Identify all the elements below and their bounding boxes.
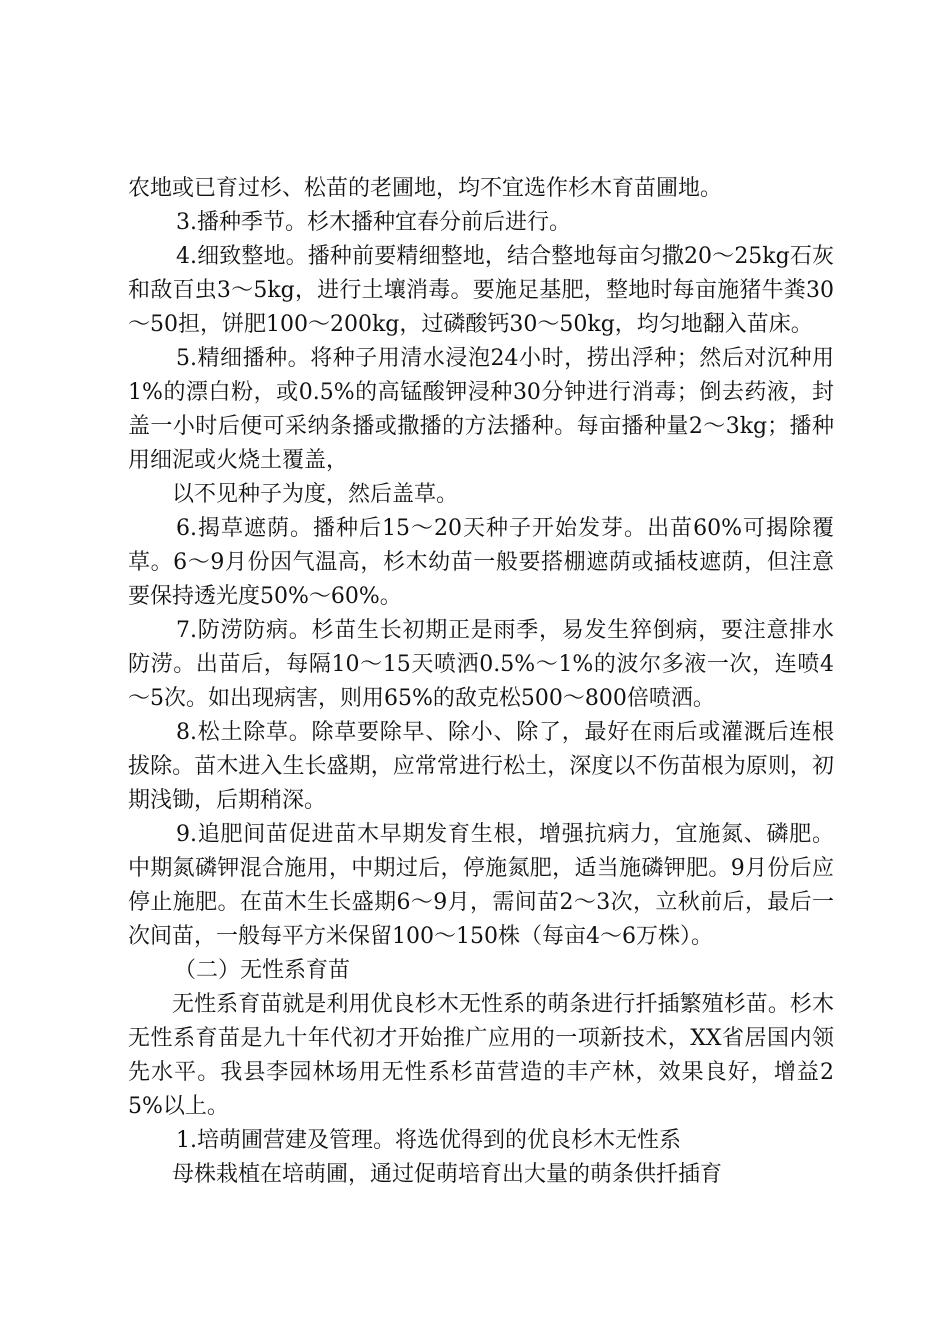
paragraph-fine-sowing: 5.精细播种。将种子用清水浸泡24小时，捞出浮种；然后对沉种用1%的漂白粉，或0.5%的高锰酸钾浸种30分钟进行消毒；倒去药液，封盖一小时后便可采纳条播或撒播的方法播种。每亩播种量2～3kg；播种用细泥或火烧土覆盖， <box>128 346 834 473</box>
paragraph-nursery-continued: 母株栽植在培萌圃，通过促萌培育出大量的萌条供扦插育 <box>172 1162 723 1187</box>
paragraph-shading: 6.揭草遮荫。播种后15～20天种子开始发芽。出苗60%可揭除覆草。6～9月份因气温高，杉木幼苗一般要搭棚遮荫或插枝遮荫，但注意要保持透光度50%～60%。 <box>128 516 834 609</box>
paragraph-continuation: 农地或已育过杉、松苗的老圃地，均不宜选作杉木育苗圃地。 <box>128 176 723 201</box>
section-heading-asexual: （二）无性系育苗 <box>174 958 351 983</box>
paragraph-fertilizing: 9.追肥间苗促进苗木早期发育生根，增强抗病力，宜施氮、磷肥。中期氮磷钾混合施用，中期过后，停施氮肥，适当施磷钾肥。9月份后应停止施肥。在苗木生长盛期6～9月，需间苗2～3次，立秋前后，最后一次间苗，一般每平方米保留100～150株（每亩4～6万株）。 <box>128 822 834 949</box>
paragraph-sowing-cover: 以不见种子为度，然后盖草。 <box>172 482 459 507</box>
paragraph-nursery-setup: 1.培萌圃营建及管理。将选优得到的优良杉木无性系 <box>176 1128 681 1153</box>
document-body <box>128 172 834 1192</box>
paragraph-disease-prevention: 7.防涝防病。杉苗生长初期正是雨季，易发生猝倒病，要注意排水防涝。出苗后，每隔10～15天喷洒0.5%～1%的波尔多液一次，连喷4～5次。如出现病害，则用65%的敌克松500～800倍喷洒。 <box>128 618 834 711</box>
paragraph-sowing-season: 3.播种季节。杉木播种宜春分前后进行。 <box>176 210 571 235</box>
paragraph-weeding: 8.松土除草。除草要除早、除小、除了，最好在雨后或灌溉后连根拔除。苗木进入生长盛期，应常常进行松土，深度以不伤苗根为原则，初期浅锄，后期稍深。 <box>128 720 834 813</box>
paragraph-land-preparation: 4.细致整地。播种前要精细整地，结合整地每亩匀撒20～25kg石灰和敌百虫3～5kg，进行土壤消毒。要施足基肥，整地时每亩施猪牛粪30～50担，饼肥100～200kg，过磷酸钙30～50kg，均匀地翻入苗床。 <box>128 244 834 337</box>
paragraph-asexual-intro: 无性系育苗就是利用优良杉木无性系的萌条进行扦插繁殖杉苗。杉木无性系育苗是九十年代初才开始推广应用的一项新技术，XX省居国内领先水平。我县李园林场用无性系杉苗营造的丰产林，效果良好，增益25%以上。 <box>128 992 834 1119</box>
